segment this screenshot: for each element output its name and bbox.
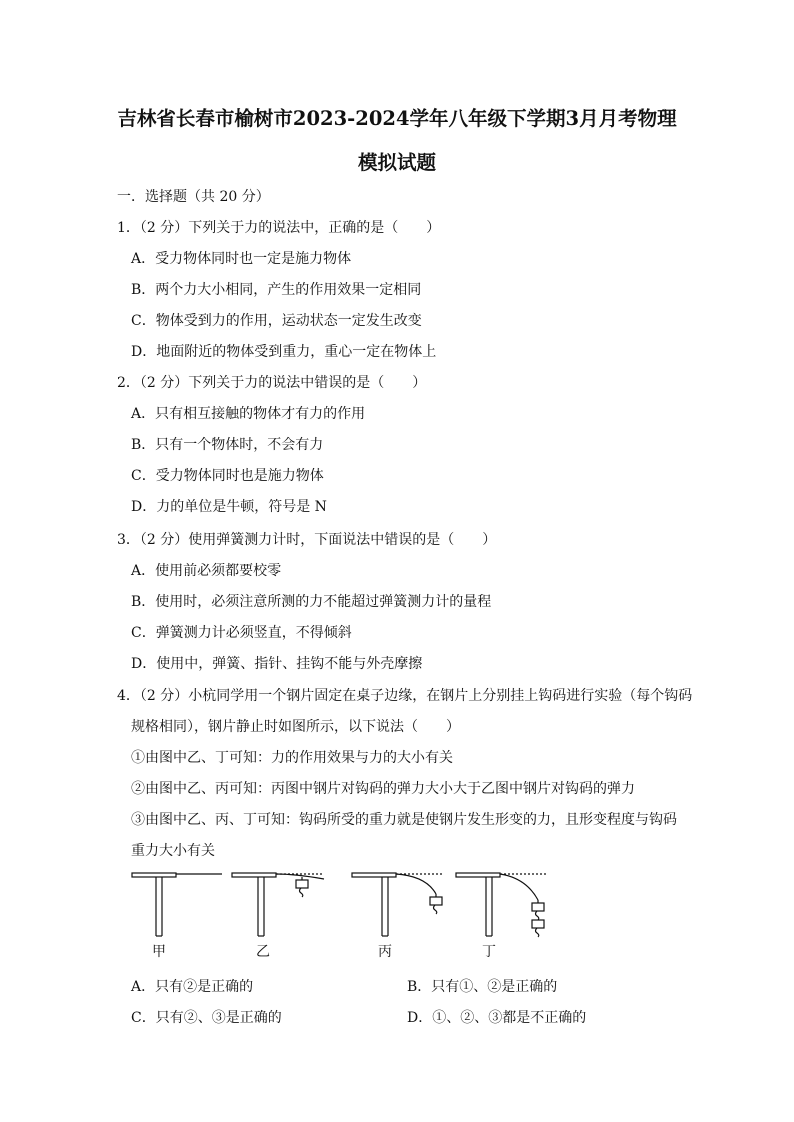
question-4-option-a: A．只有②是正确的: [131, 979, 254, 995]
figure-ding: [456, 873, 548, 937]
section-heading: 一．选择题（共 20 分）: [117, 189, 270, 205]
question-4-statement-3-continued: 重力大小有关: [131, 843, 215, 859]
question-2-stem: 2．（2 分）下列关于力的说法中错误的是（ ）: [117, 375, 427, 391]
question-3-option-a: A．使用前必须都要校零: [131, 563, 282, 579]
question-2-option-b: B．只有一个物体时，不会有力: [131, 437, 324, 453]
question-4-stem: 4．（2 分）小杭同学用一个钢片固定在桌子边缘，在钢片上分别挂上钩码进行实验（每个钩码: [117, 688, 693, 704]
question-3-option-c: C．弹簧测力计必须竖直，不得倾斜: [131, 625, 352, 641]
question-4-option-b: B．只有①、②是正确的: [407, 979, 558, 995]
figure-label-bing: 丙: [378, 944, 392, 960]
figure-label-ding: 丁: [482, 944, 496, 960]
question-4-stem-continued: 规格相同），钢片静止时如图所示，以下说法（ ）: [131, 719, 460, 735]
question-4-statement-3: ③由图中乙、丙、丁可知：钩码所受的重力就是使钢片发生形变的力，且形变程度与钩码: [131, 812, 677, 828]
question-4-option-d: D．①、②、③都是不正确的: [407, 1010, 587, 1026]
figure-label-yi: 乙: [256, 944, 270, 960]
figure-label-jia: 甲: [152, 944, 166, 960]
question-1-option-d: D．地面附近的物体受到重力，重心一定在物体上: [131, 344, 437, 360]
question-3-stem: 3．（2 分）使用弹簧测力计时，下面说法中错误的是（ ）: [117, 532, 497, 548]
question-3-option-d: D．使用中，弹簧、指针、挂钩不能与外壳摩擦: [131, 656, 423, 672]
steel-strip-figure: [126, 864, 556, 964]
question-1-stem: 1．（2 分）下列关于力的说法中，正确的是（ ）: [117, 220, 441, 236]
figure-bing: [352, 873, 444, 936]
question-2-option-a: A．只有相互接触的物体才有力的作用: [131, 406, 366, 422]
question-1-option-c: C．物体受到力的作用，运动状态一定发生改变: [131, 313, 422, 329]
question-2-option-d: D．力的单位是牛顿，符号是 N: [131, 499, 327, 515]
question-1-option-b: B．两个力大小相同，产生的作用效果一定相同: [131, 282, 422, 298]
question-4-statement-2: ②由图中乙、丙可知：丙图中钢片对钩码的弹力大小大于乙图中钢片对钩码的弹力: [131, 781, 635, 797]
figure-jia: [132, 873, 222, 936]
question-4-option-c: C．只有②、③是正确的: [131, 1010, 282, 1026]
question-1-option-a: A．受力物体同时也一定是施力物体: [131, 251, 352, 267]
question-2-option-c: C．受力物体同时也是施力物体: [131, 468, 324, 484]
question-3-option-b: B．使用时，必须注意所测的力不能超过弹簧测力计的量程: [131, 594, 492, 610]
figure-yi: [232, 873, 324, 936]
page-title-continued: 模拟试题: [357, 151, 436, 174]
question-4-statement-1: ①由图中乙、丁可知：力的作用效果与力的大小有关: [131, 750, 453, 766]
page-title: 吉林省长春市榆树市2023-2024学年八年级下学期3月月考物理: [117, 107, 677, 130]
